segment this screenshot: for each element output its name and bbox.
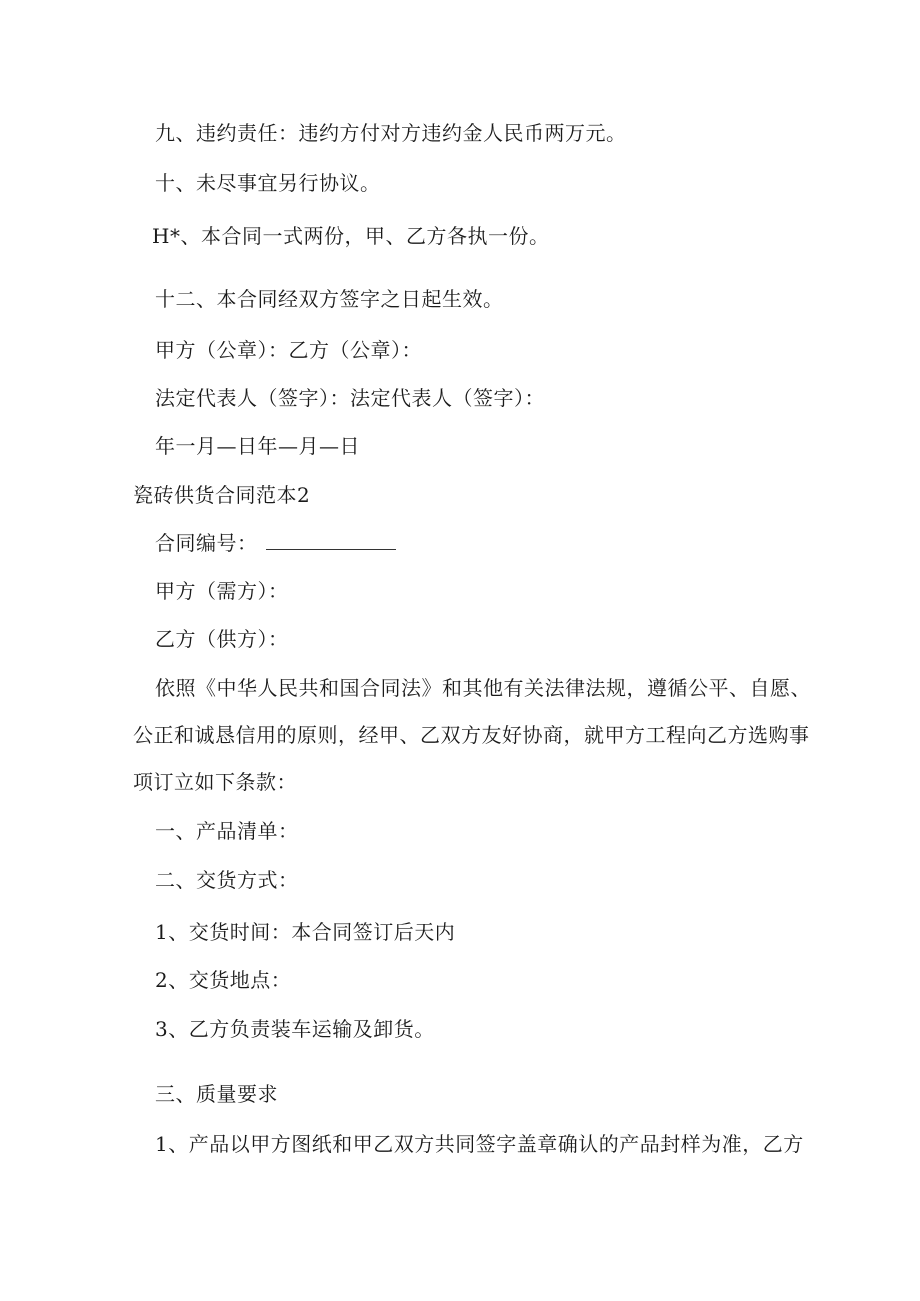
party-a-line: 甲方（需方）： bbox=[155, 579, 289, 603]
party-b-line: 乙方（供方）： bbox=[155, 627, 289, 651]
signature-line: 法定代表人（签字）：法定代表人（签字）： bbox=[155, 386, 545, 410]
contract-number-line bbox=[155, 529, 396, 557]
preamble-line-1: 依照《中华人民共和国合同法》和其他有关法律法规，遵循公平、自愿、 bbox=[155, 676, 811, 700]
seal-line: 甲方（公章）：乙方（公章）： bbox=[155, 338, 422, 362]
clause-3-quality: 三、质量要求 bbox=[155, 1082, 278, 1106]
clause-11-copies: H*、本合同一式两份，甲、乙方各执一份。 bbox=[152, 224, 550, 248]
clause-9-breach: 九、违约责任：违约方付对方违约金人民币两万元。 bbox=[155, 121, 627, 145]
delivery-location: 2、交货地点： bbox=[155, 968, 292, 992]
preamble-line-3: 项订立如下条款： bbox=[133, 770, 297, 794]
section-title: 瓷砖供货合同范本2 bbox=[133, 483, 311, 507]
date-line: 年一月—日年—月—日 bbox=[155, 434, 360, 458]
delivery-time: 1、交货时间：本合同签订后天内 bbox=[155, 920, 456, 944]
clause-10-other-matters: 十、未尽事宜另行协议。 bbox=[155, 171, 381, 195]
clause-1-product-list: 一、产品清单： bbox=[155, 819, 299, 843]
delivery-transport: 3、乙方负责装车运输及卸货。 bbox=[155, 1017, 435, 1041]
quality-item-1: 1、产品以甲方图纸和甲乙双方共同签字盖章确认的产品封样为准，乙方 bbox=[155, 1132, 804, 1156]
contract-number-blank bbox=[266, 529, 396, 550]
clause-2-delivery: 二、交货方式： bbox=[155, 868, 299, 892]
contract-number-label: 合同编号： bbox=[155, 531, 258, 555]
preamble-line-2: 公正和诚恳信用的原则，经甲、乙双方友好协商，就甲方工程向乙方选购事 bbox=[133, 723, 810, 747]
clause-12-effective: 十二、本合同经双方签字之日起生效。 bbox=[155, 287, 504, 311]
